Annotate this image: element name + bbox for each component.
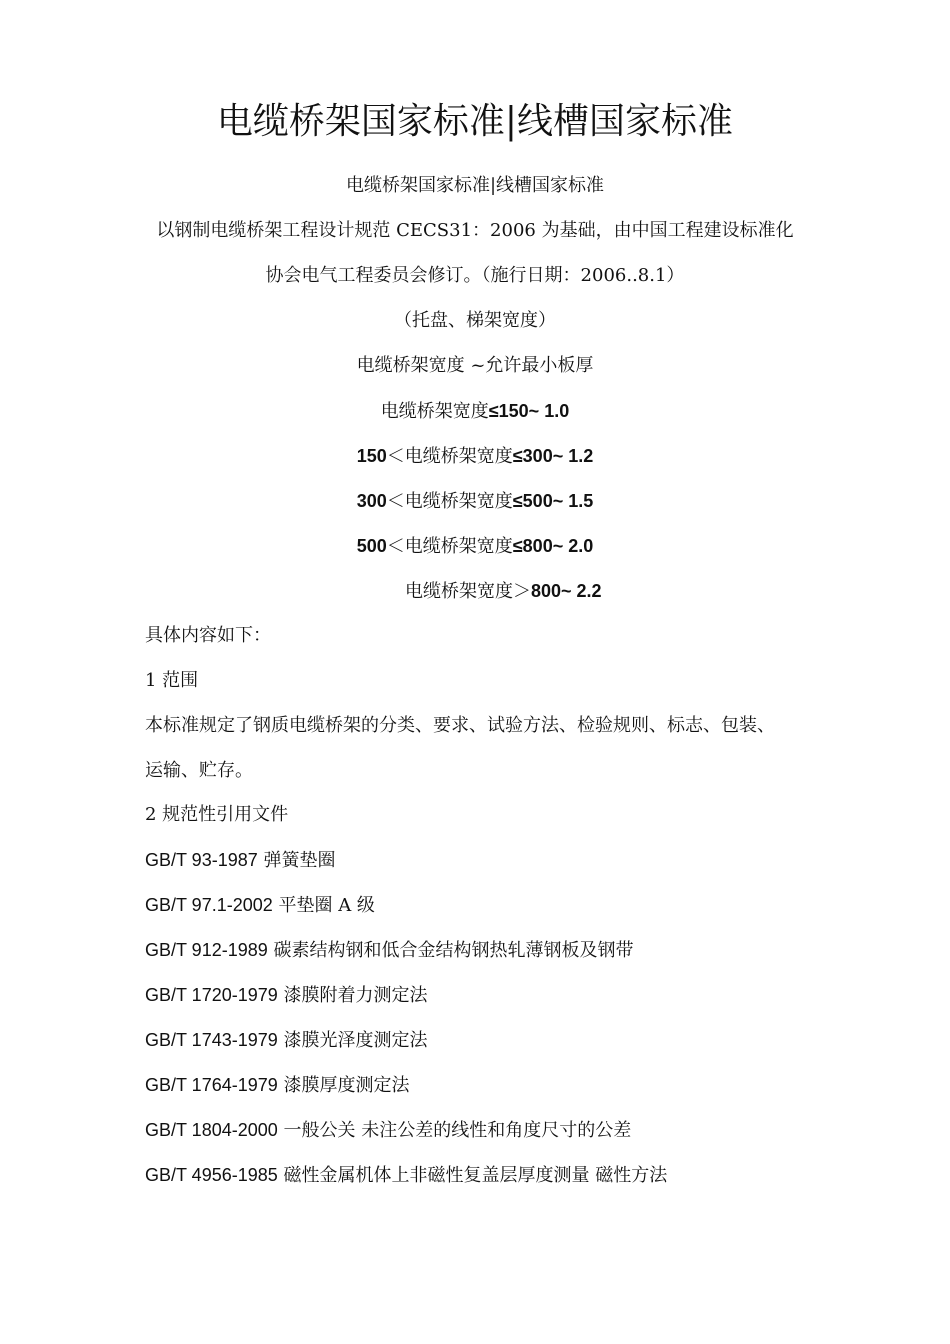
reference-text: 磁性金属机体上非磁性复盖层厚度测量 磁性方法: [283, 1165, 668, 1186]
thickness-row-value: ≤800~ 2.0: [512, 536, 594, 556]
document-title: 电缆桥架国家标准|线槽国家标准: [216, 101, 734, 142]
reference-code: GB/T 1743-1979: [145, 1030, 278, 1050]
thickness-row: [0, 444, 950, 469]
reference-item: [145, 1163, 667, 1188]
section-1-text-line-1: 本标准规定了钢质电缆桥架的分类、要求、试验方法、检验规则、标志、包装、: [145, 715, 775, 736]
section-2-heading: 2 规范性引用文件: [145, 804, 289, 825]
reference-code: GB/T 93-1987: [145, 850, 258, 870]
reference-item: [145, 1118, 631, 1143]
reference-code: GB/T 1764-1979: [145, 1075, 278, 1095]
document-subtitle: 电缆桥架国家标准|线槽国家标准: [345, 175, 605, 196]
reference-text: 漆膜光泽度测定法: [283, 1030, 428, 1051]
reference-item: [145, 983, 428, 1008]
thickness-row-prefix: 300: [356, 491, 387, 511]
reference-item: [145, 1073, 410, 1098]
reference-code: GB/T 1720-1979: [145, 985, 278, 1005]
thickness-table-header: 电缆桥架宽度 ~允许最小板厚: [356, 355, 594, 376]
thickness-row-value: ≤500~ 1.5: [512, 491, 594, 511]
intro-line-1: 以钢制电缆桥架工程设计规范 CECS31：2006 为基础，由中国工程建设标准化: [156, 220, 794, 241]
thickness-row-label: 电缆桥架宽度: [380, 401, 489, 422]
reference-text: 碳素结构钢和低合金结构钢热轧薄钢板及钢带: [273, 940, 634, 961]
reference-item: [145, 848, 335, 873]
reference-text: 弹簧垫圈: [263, 850, 336, 871]
section-tray-heading: （托盘、梯架宽度）: [394, 310, 556, 331]
thickness-row-value: 800~ 2.2: [531, 581, 602, 601]
reference-code: GB/T 1804-2000: [145, 1120, 278, 1140]
reference-code: GB/T 97.1-2002: [145, 895, 273, 915]
thickness-row: [0, 399, 950, 424]
reference-text: 漆膜附着力测定法: [283, 985, 428, 1006]
thickness-row: [0, 534, 950, 559]
reference-item: [145, 1028, 428, 1053]
reference-text: 漆膜厚度测定法: [283, 1075, 410, 1096]
intro-line-2: 协会电气工程委员会修订。（施行日期：2006..8.1）: [265, 265, 685, 286]
thickness-row-prefix: 500: [356, 536, 387, 556]
thickness-row-label: ＜电缆桥架宽度: [386, 491, 513, 512]
section-1-heading: 1 范围: [145, 670, 199, 691]
content-intro: 具体内容如下：: [145, 625, 271, 646]
thickness-row-prefix: 150: [356, 446, 387, 466]
reference-code: GB/T 912-1989: [145, 940, 268, 960]
thickness-row-value: ≤150~ 1.0: [488, 401, 570, 421]
reference-item: [145, 938, 633, 963]
section-1-text-line-2: 运输、贮存。: [145, 760, 253, 781]
reference-item: [145, 893, 375, 918]
thickness-row-label: ＜电缆桥架宽度: [386, 536, 513, 557]
reference-text: 平垫圈 A 级: [278, 895, 375, 916]
thickness-row-value: ≤300~ 1.2: [512, 446, 594, 466]
thickness-row-label: 电缆桥架宽度＞: [405, 581, 531, 602]
reference-text: 一般公关 未注公差的线性和角度尺寸的公差: [283, 1120, 632, 1141]
thickness-row: [0, 489, 950, 514]
reference-code: GB/T 4956-1985: [145, 1165, 278, 1185]
thickness-row: [405, 579, 602, 604]
thickness-row-label: ＜电缆桥架宽度: [386, 446, 513, 467]
